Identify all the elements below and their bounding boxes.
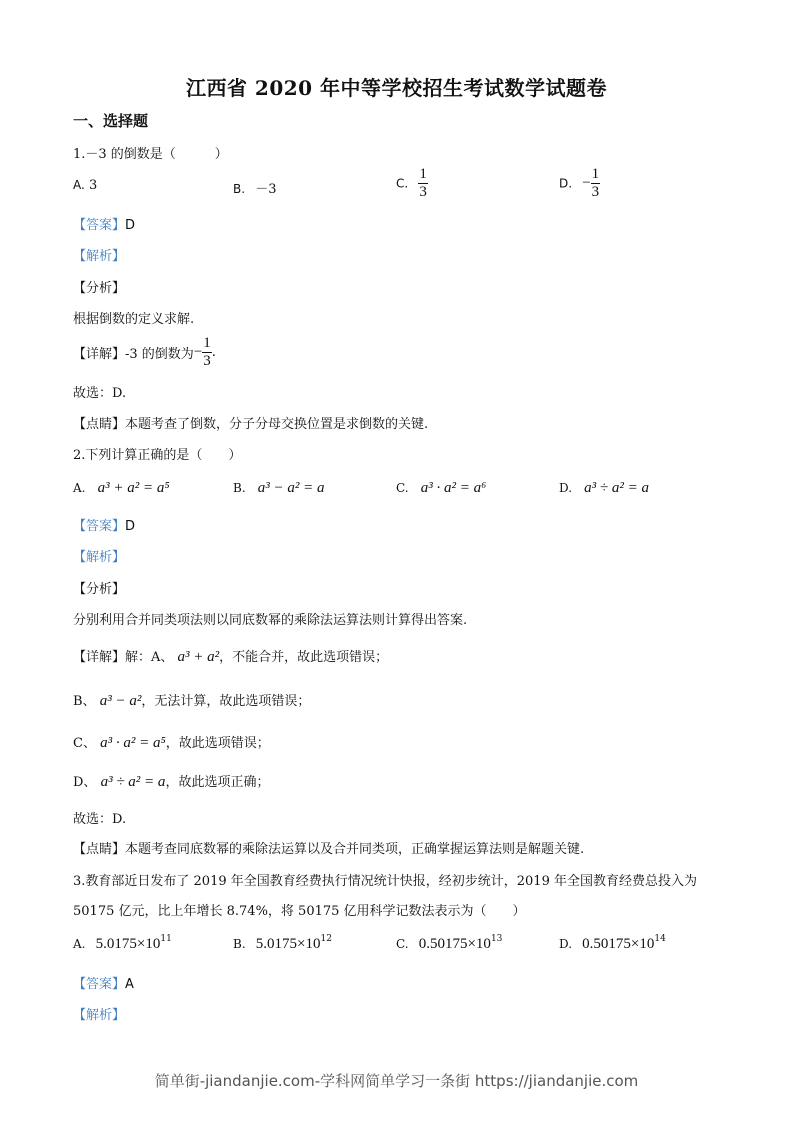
q2-fenxi-text: 分别利用合并同类项法则以同底数幂的乘除法运算法则计算得出答案. <box>73 613 468 628</box>
footer-watermark: 简单街-jiandanjie.com-学科网简单学习一条街 https://jiandanjie.com <box>154 1072 639 1090</box>
option-label: D. <box>559 481 573 495</box>
numerator: 1 <box>591 166 600 182</box>
detail-text: ，故此选项正确； <box>165 775 270 790</box>
numerator: 1 <box>203 335 211 351</box>
answer-value: A <box>125 977 134 992</box>
section-heading: 一、选择题 <box>73 112 149 130</box>
denominator: 3 <box>419 184 427 200</box>
q2-detail-line-a <box>73 646 388 666</box>
q1-option-d <box>559 166 600 201</box>
q2-fenxi-label: 【分析】 <box>73 582 126 597</box>
q2-option-c <box>396 480 486 497</box>
option-label: D. <box>559 176 573 191</box>
option-mantissa: 5.0175×10 <box>95 936 161 952</box>
q1-analysis-label: 【解析】 <box>73 249 126 264</box>
option-label: A. <box>73 481 86 495</box>
q2-answer <box>73 515 135 534</box>
detail-expression: a³ ÷ a² = a <box>100 774 166 790</box>
option-mantissa: 0.50175×10 <box>418 936 491 952</box>
detail-text: ，无法计算，故此选项错误； <box>141 694 311 709</box>
option-expression: a³ + a² = a⁵ <box>97 480 170 496</box>
option-label: B. <box>233 481 246 495</box>
option-exponent: 11 <box>160 934 172 944</box>
option-label: C. <box>396 176 409 191</box>
page-title: 江西省 2020 年中等学校招生考试数学试题卷 <box>185 76 608 100</box>
comment-label: 【点睛】 <box>73 417 126 432</box>
answer-label: 【答案】 <box>73 977 126 992</box>
q1-option-a <box>73 178 97 193</box>
q1-fenxi-label: 【分析】 <box>73 281 126 296</box>
q2-detail-line-c <box>73 732 270 752</box>
question-3-stem-line1: 3.教育部近日发布了 2019 年全国教育经费执行情况统计快报，经初步统计，2019 年全国教育经费总投入为 <box>73 874 697 889</box>
q2-conclusion: 故选：D. <box>73 812 127 827</box>
q2-option-a <box>73 480 170 497</box>
fraction <box>202 335 212 370</box>
q2-detail-line-d <box>73 771 269 791</box>
q1-option-b <box>233 178 276 197</box>
q1-comment <box>73 413 428 432</box>
detail-expression: a³ − a² <box>99 693 142 709</box>
q1-option-c <box>396 166 428 201</box>
option-exponent: 13 <box>490 934 503 944</box>
minus-sign: − <box>582 175 591 191</box>
option-expression: a³ − a² = a <box>257 480 325 496</box>
option-mantissa: 5.0175×10 <box>255 936 321 952</box>
detail-expression: a³ · a² = a⁵ <box>100 735 166 751</box>
question-2-stem: 2.下列计算正确的是（ ） <box>73 448 242 463</box>
denominator: 3 <box>591 184 600 200</box>
answer-value: D <box>125 218 136 233</box>
detail-expression: a³ + a² <box>177 649 220 665</box>
option-label: A. <box>73 178 85 192</box>
answer-value: D <box>125 519 136 534</box>
comment-text: 本题考查了倒数，分子分母交换位置是求倒数的关键. <box>125 417 429 432</box>
q2-detail-line-b <box>73 690 310 710</box>
option-mantissa: 0.50175×10 <box>582 936 655 952</box>
q2-comment <box>73 838 584 857</box>
q1-detail <box>73 335 216 370</box>
option-expression: a³ · a² = a⁶ <box>420 480 487 496</box>
option-exponent: 12 <box>320 934 332 944</box>
denominator: 3 <box>203 353 211 369</box>
detail-text: -3 的倒数为 <box>125 347 194 362</box>
q1-conclusion: 故选：D. <box>73 386 127 401</box>
q3-option-a <box>73 936 172 953</box>
detail-text: ，不能合并，故此选项错误； <box>219 650 389 665</box>
option-label: B. <box>233 182 246 196</box>
option-expression: a³ ÷ a² = a <box>584 480 650 496</box>
q3-option-d <box>559 936 666 953</box>
detail-prefix: D、 <box>73 775 97 790</box>
q1-fenxi-text: 根据倒数的定义求解. <box>73 312 195 327</box>
detail-prefix: C、 <box>73 736 96 751</box>
question-1-stem: 1.－3 的倒数是（ ） <box>73 147 228 162</box>
option-label: B. <box>233 937 246 951</box>
fraction <box>591 166 601 201</box>
q2-option-b <box>233 480 325 497</box>
detail-label: 【详解】 <box>73 347 126 362</box>
q2-option-d <box>559 480 649 497</box>
detail-label: 【详解】 <box>73 650 126 665</box>
answer-label: 【答案】 <box>73 519 126 534</box>
period: . <box>211 345 216 360</box>
option-value: 3 <box>88 178 98 193</box>
question-3-stem-line2: 50175 亿元，比上年增长 8.74%，将 50175 亿用科学记数法表示为（ ） <box>73 904 526 919</box>
detail-prefix: B、 <box>73 694 96 709</box>
q1-answer <box>73 214 135 233</box>
q3-option-b <box>233 936 332 953</box>
option-label: A. <box>73 937 86 951</box>
minus-sign: − <box>193 344 203 360</box>
numerator: 1 <box>419 166 427 182</box>
q3-option-c <box>396 936 502 953</box>
answer-label: 【答案】 <box>73 218 126 233</box>
q3-answer <box>73 973 134 992</box>
option-label: C. <box>396 481 409 495</box>
option-label: C. <box>396 937 409 951</box>
q3-analysis-label: 【解析】 <box>73 1008 126 1023</box>
option-exponent: 14 <box>654 934 666 944</box>
detail-prefix: 解：A、 <box>125 650 174 665</box>
q2-analysis-label: 【解析】 <box>73 550 126 565</box>
option-value: －3 <box>255 182 277 197</box>
comment-label: 【点睛】 <box>73 842 126 857</box>
option-label: D. <box>559 937 573 951</box>
detail-text: ，故此选项错误； <box>165 736 270 751</box>
fraction <box>418 166 428 201</box>
comment-text: 本题考查同底数幂的乘除法运算以及合并同类项，正确掌握运算法则是解题关键. <box>125 842 585 857</box>
